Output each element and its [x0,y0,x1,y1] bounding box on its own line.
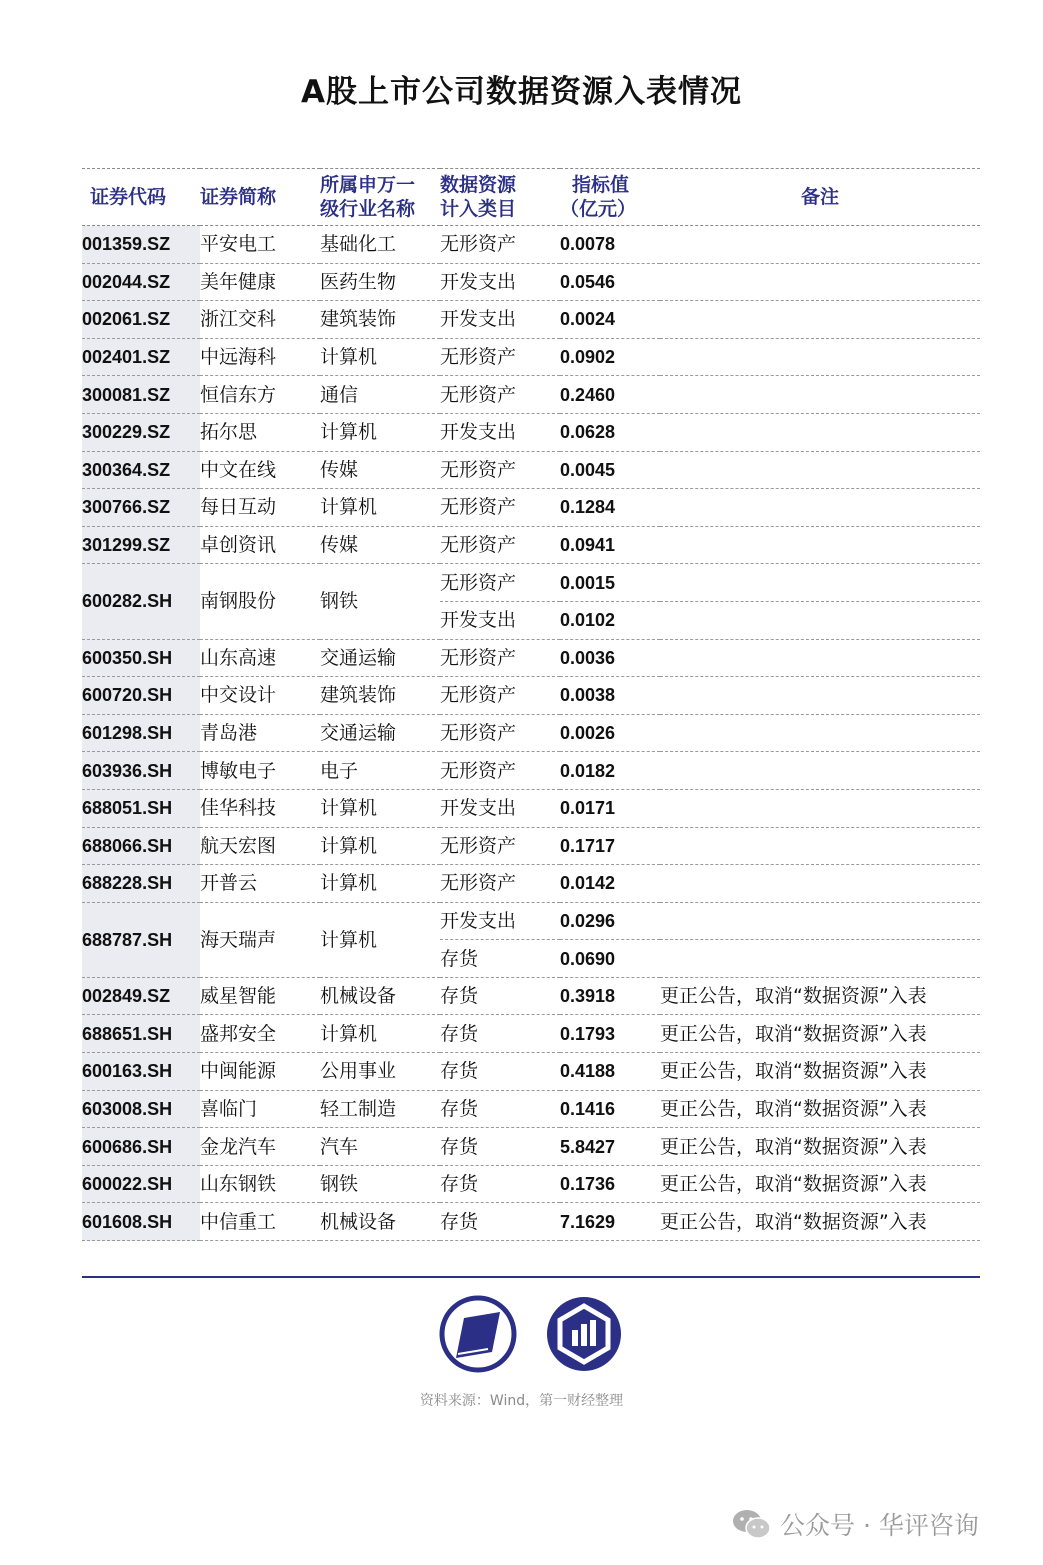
cell-note [660,677,980,715]
table-row [82,1128,980,1166]
cell-code: 300364.SZ [82,451,200,489]
cell-category: 开发支出 [440,263,560,301]
cell-name: 恒信东方 [200,376,320,414]
cell-code: 600350.SH [82,639,200,677]
table-row [82,451,980,489]
cell-category: 无形资产 [440,564,560,602]
cell-code: 601608.SH [82,1203,200,1241]
cell-code: 688651.SH [82,1015,200,1053]
cell-category: 无形资产 [440,376,560,414]
cell-code: 001359.SZ [82,226,200,264]
cell-category: 存货 [440,1203,560,1241]
cell-name: 青岛港 [200,714,320,752]
table-row [82,226,980,264]
cell-value: 0.0038 [560,677,660,715]
table-row [82,338,980,376]
cell-value: 0.0024 [560,301,660,339]
cell-note [660,865,980,903]
cell-industry: 机械设备 [320,1203,440,1241]
cell-value: 0.0102 [560,601,660,639]
cell-industry: 计算机 [320,489,440,527]
cell-note [660,376,980,414]
cell-code: 600022.SH [82,1165,200,1203]
cell-category: 存货 [440,1128,560,1166]
cell-category: 无形资产 [440,865,560,903]
header-value: 指标值 （亿元） [560,169,660,226]
cell-industry: 建筑装饰 [320,301,440,339]
cell-name: 中闽能源 [200,1053,320,1091]
cell-value: 0.0045 [560,451,660,489]
cell-note [660,526,980,564]
cell-value: 0.3918 [560,977,660,1015]
table-row [82,263,980,301]
cell-value: 0.0941 [560,526,660,564]
header-note: 备注 [660,169,980,226]
cell-code: 603008.SH [82,1090,200,1128]
cell-name: 博敏电子 [200,752,320,790]
cell-category: 无形资产 [440,714,560,752]
cell-name: 南钢股份 [200,564,320,639]
cell-value: 0.0902 [560,338,660,376]
cell-category: 无形资产 [440,451,560,489]
table-row [82,902,980,940]
cell-value: 7.1629 [560,1203,660,1241]
book-logo-icon [438,1294,518,1374]
header-name: 证券简称 [200,169,320,226]
cell-code: 600686.SH [82,1128,200,1166]
cell-code: 688228.SH [82,865,200,903]
cell-note: 更正公告，取消“数据资源”入表 [660,1128,980,1166]
cell-name: 山东钢铁 [200,1165,320,1203]
cell-category: 无形资产 [440,639,560,677]
cell-name: 金龙汽车 [200,1128,320,1166]
cell-name: 平安电工 [200,226,320,264]
cell-category: 无形资产 [440,752,560,790]
cell-name: 拓尔思 [200,413,320,451]
cell-category: 存货 [440,1053,560,1091]
table-row [82,1165,980,1203]
table-row [82,1053,980,1091]
cell-industry: 公用事业 [320,1053,440,1091]
cell-value: 5.8427 [560,1128,660,1166]
table-row [82,413,980,451]
cell-note [660,940,980,978]
cell-value: 0.0546 [560,263,660,301]
cell-industry: 计算机 [320,865,440,903]
cell-code: 603936.SH [82,752,200,790]
cell-note [660,301,980,339]
cell-name: 海天瑞声 [200,902,320,977]
cell-note: 更正公告，取消“数据资源”入表 [660,1090,980,1128]
cell-note [660,263,980,301]
cell-code: 600720.SH [82,677,200,715]
cell-code: 002401.SZ [82,338,200,376]
cell-name: 中交设计 [200,677,320,715]
cell-name: 佳华科技 [200,789,320,827]
table-row [82,752,980,790]
table-row [82,865,980,903]
table-body [82,226,980,1241]
table-row [82,977,980,1015]
table-row [82,1015,980,1053]
cell-code: 688051.SH [82,789,200,827]
bar-chart-logo-icon [544,1294,624,1374]
cell-note [660,714,980,752]
cell-note [660,451,980,489]
table-row [82,526,980,564]
cell-code: 688066.SH [82,827,200,865]
page-title: A股上市公司数据资源入表情况 [301,74,742,110]
cell-value: 0.1736 [560,1165,660,1203]
header-category: 数据资源 计入类目 [440,169,560,226]
table-row [82,564,980,602]
cell-code: 301299.SZ [82,526,200,564]
cell-code: 002044.SZ [82,263,200,301]
cell-value: 0.1717 [560,827,660,865]
cell-name: 中远海科 [200,338,320,376]
cell-industry: 计算机 [320,1015,440,1053]
cell-industry: 建筑装饰 [320,677,440,715]
cell-category: 无形资产 [440,489,560,527]
cell-note [660,489,980,527]
cell-category: 存货 [440,940,560,978]
header-industry: 所属申万一 级行业名称 [320,169,440,226]
table-row [82,301,980,339]
cell-name: 浙江交科 [200,301,320,339]
cell-value: 0.0171 [560,789,660,827]
cell-value: 0.0036 [560,639,660,677]
cell-industry: 医药生物 [320,263,440,301]
watermark [732,1506,979,1542]
cell-value: 0.0142 [560,865,660,903]
cell-industry: 交通运输 [320,714,440,752]
cell-category: 开发支出 [440,413,560,451]
cell-name: 美年健康 [200,263,320,301]
table-row [82,714,980,752]
footer-divider [82,1276,980,1278]
cell-code: 600163.SH [82,1053,200,1091]
cell-industry: 电子 [320,752,440,790]
header-code: 证券代码 [82,169,200,226]
data-table [82,168,980,1241]
cell-industry: 计算机 [320,413,440,451]
cell-code: 002061.SZ [82,301,200,339]
cell-category: 开发支出 [440,601,560,639]
cell-note [660,601,980,639]
cell-industry: 机械设备 [320,977,440,1015]
cell-value: 0.0628 [560,413,660,451]
cell-category: 存货 [440,1015,560,1053]
cell-category: 无形资产 [440,226,560,264]
cell-industry: 交通运输 [320,639,440,677]
table-row [82,376,980,414]
cell-name: 威星智能 [200,977,320,1015]
cell-value: 0.2460 [560,376,660,414]
cell-industry: 钢铁 [320,564,440,639]
cell-note: 更正公告，取消“数据资源”入表 [660,1203,980,1241]
cell-name: 盛邦安全 [200,1015,320,1053]
table-row [82,1203,980,1241]
cell-code: 300081.SZ [82,376,200,414]
cell-industry: 基础化工 [320,226,440,264]
table-row [82,489,980,527]
wechat-icon [732,1507,772,1541]
cell-note [660,902,980,940]
cell-category: 无形资产 [440,677,560,715]
cell-industry: 计算机 [320,902,440,977]
cell-note [660,338,980,376]
cell-note [660,413,980,451]
cell-industry: 计算机 [320,338,440,376]
cell-category: 存货 [440,1090,560,1128]
cell-name: 每日互动 [200,489,320,527]
cell-note [660,789,980,827]
cell-name: 航天宏图 [200,827,320,865]
cell-code: 688787.SH [82,902,200,977]
cell-note: 更正公告，取消“数据资源”入表 [660,1053,980,1091]
cell-value: 0.0296 [560,902,660,940]
cell-name: 喜临门 [200,1090,320,1128]
table-header-row [82,169,980,226]
cell-category: 存货 [440,977,560,1015]
cell-note [660,827,980,865]
source-note: 资料来源：Wind，第一财经整理 [419,1393,624,1409]
cell-name: 山东高速 [200,639,320,677]
cell-value: 0.4188 [560,1053,660,1091]
cell-note: 更正公告，取消“数据资源”入表 [660,1165,980,1203]
cell-value: 0.0015 [560,564,660,602]
cell-name: 中文在线 [200,451,320,489]
cell-category: 无形资产 [440,827,560,865]
cell-industry: 钢铁 [320,1165,440,1203]
cell-note [660,226,980,264]
cell-category: 无形资产 [440,338,560,376]
table-row [82,677,980,715]
cell-note [660,639,980,677]
cell-note [660,752,980,790]
cell-value: 0.0182 [560,752,660,790]
cell-code: 002849.SZ [82,977,200,1015]
table-row [82,827,980,865]
cell-note: 更正公告，取消“数据资源”入表 [660,1015,980,1053]
table-row [82,789,980,827]
cell-note [660,564,980,602]
cell-industry: 通信 [320,376,440,414]
cell-value: 0.1416 [560,1090,660,1128]
cell-industry: 汽车 [320,1128,440,1166]
cell-code: 601298.SH [82,714,200,752]
cell-code: 300766.SZ [82,489,200,527]
cell-value: 0.1284 [560,489,660,527]
cell-industry: 计算机 [320,827,440,865]
cell-category: 开发支出 [440,902,560,940]
cell-value: 0.0078 [560,226,660,264]
cell-name: 中信重工 [200,1203,320,1241]
watermark-text: 公众号 · 华评咨询 [780,1511,979,1540]
cell-name: 开普云 [200,865,320,903]
cell-industry: 传媒 [320,451,440,489]
table-row [82,1090,980,1128]
cell-value: 0.0690 [560,940,660,978]
cell-category: 存货 [440,1165,560,1203]
cell-code: 600282.SH [82,564,200,639]
cell-value: 0.1793 [560,1015,660,1053]
cell-category: 无形资产 [440,526,560,564]
cell-category: 开发支出 [440,301,560,339]
cell-industry: 轻工制造 [320,1090,440,1128]
cell-value: 0.0026 [560,714,660,752]
cell-category: 开发支出 [440,789,560,827]
table-row [82,639,980,677]
cell-code: 300229.SZ [82,413,200,451]
cell-name: 卓创资讯 [200,526,320,564]
cell-industry: 传媒 [320,526,440,564]
cell-note: 更正公告，取消“数据资源”入表 [660,977,980,1015]
cell-industry: 计算机 [320,789,440,827]
